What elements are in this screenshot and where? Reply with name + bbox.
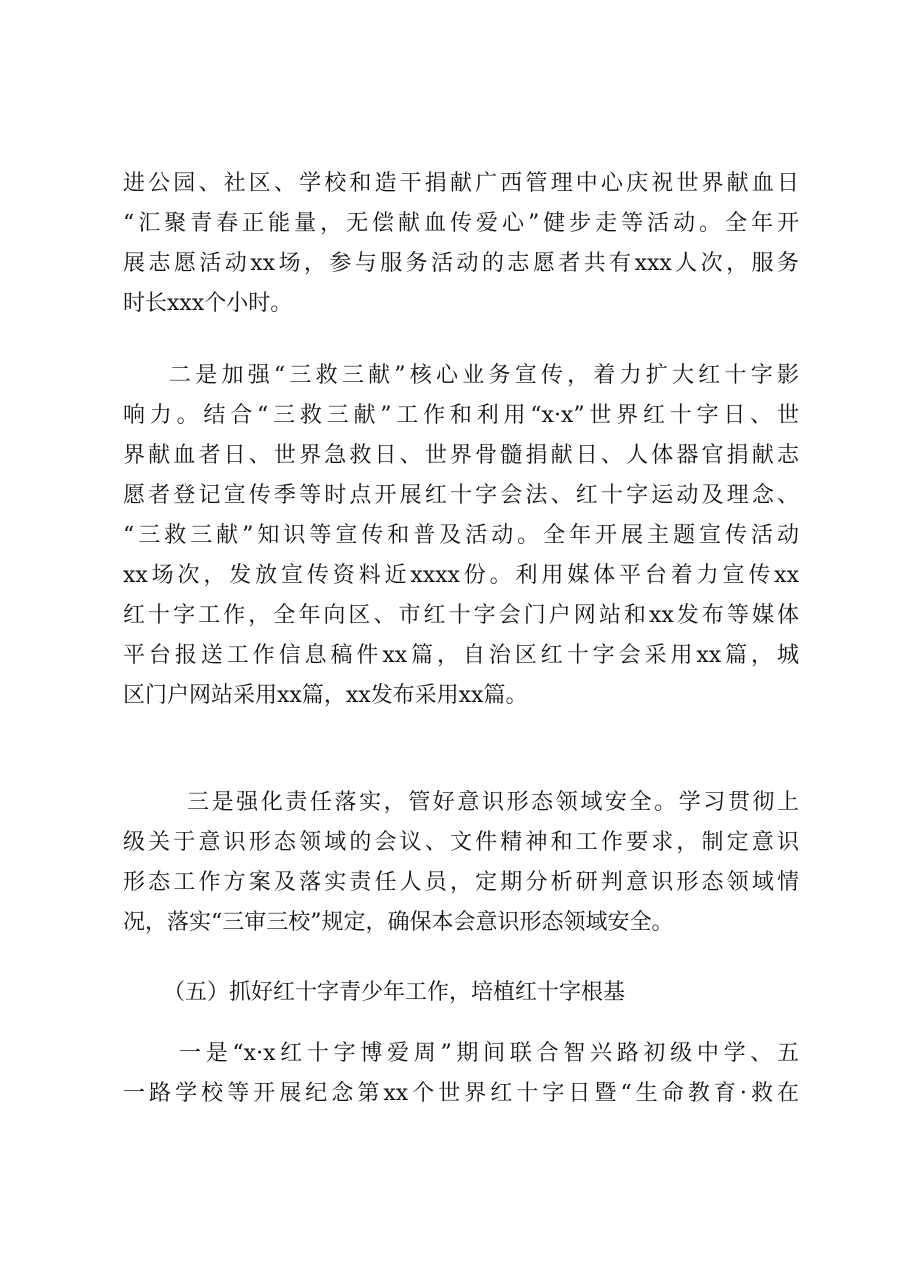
text-line: 响力。结合“三救三献”工作和利用“x·x”世界红十字日、世 [123,403,799,428]
text-line: xx场次，发放宣传资料近xxxx份。利用媒体平台着力宣传xx [123,563,799,588]
text-line: 形态工作方案及落实责任人员，定期分析研判意识形态领域情 [123,870,799,895]
text-line: 红十字工作，全年向区、市红十字会门户网站和xx发布等媒体 [123,603,799,628]
text-line: 一是“x·x红十字博爱周”期间联合智兴路初级中学、五 [179,1041,799,1066]
text-line: 三是强化责任落实，管好意识形态领域安全。学习贯彻上 [187,790,799,815]
section-heading: （五）抓好红十字青少年工作，培植红十字根基 [163,980,626,1005]
text-line: 进公园、社区、学校和造干捐献广西管理中心庆祝世界献血日 [123,171,799,196]
text-line: 一路学校等开展纪念第xx个世界红十字日暨“生命教育·救在 [123,1081,799,1106]
text-line: 展志愿活动xx场，参与服务活动的志愿者共有xxx人次，服务 [123,251,799,276]
text-line: 级关于意识形态领域的会议、文件精神和工作要求，制定意识 [123,830,799,855]
section-heading-youth-work [123,973,799,1013]
text-line: 平台报送工作信息稿件xx篇，自治区红十字会采用xx篇，城 [123,643,799,668]
paragraph-publicity [123,356,799,716]
text-line: 界献血者日、世界急救日、世界骨髓捐献日、人体器官捐献志 [123,443,799,468]
text-line: 时长xxx个小时。 [123,291,293,316]
text-line: 区门户网站采用xx篇，xx发布采用xx篇。 [123,683,528,708]
text-line: “汇聚青春正能量，无偿献血传爱心”健步走等活动。全年开 [123,211,799,236]
text-line: 二是加强“三救三献”核心业务宣传，着力扩大红十字影 [169,363,799,388]
paragraph-ideology [123,783,799,943]
text-line: 愿者登记宣传季等时点开展红十字会法、红十字运动及理念、 [123,483,799,508]
paragraph-youth-activities [123,1034,799,1114]
text-line: “三救三献”知识等宣传和普及活动。全年开展主题宣传活动 [123,523,799,548]
paragraph-volunteer-activities [123,164,799,324]
text-line: 况，落实“三审三校”规定，确保本会意识形态领域安全。 [123,910,674,935]
